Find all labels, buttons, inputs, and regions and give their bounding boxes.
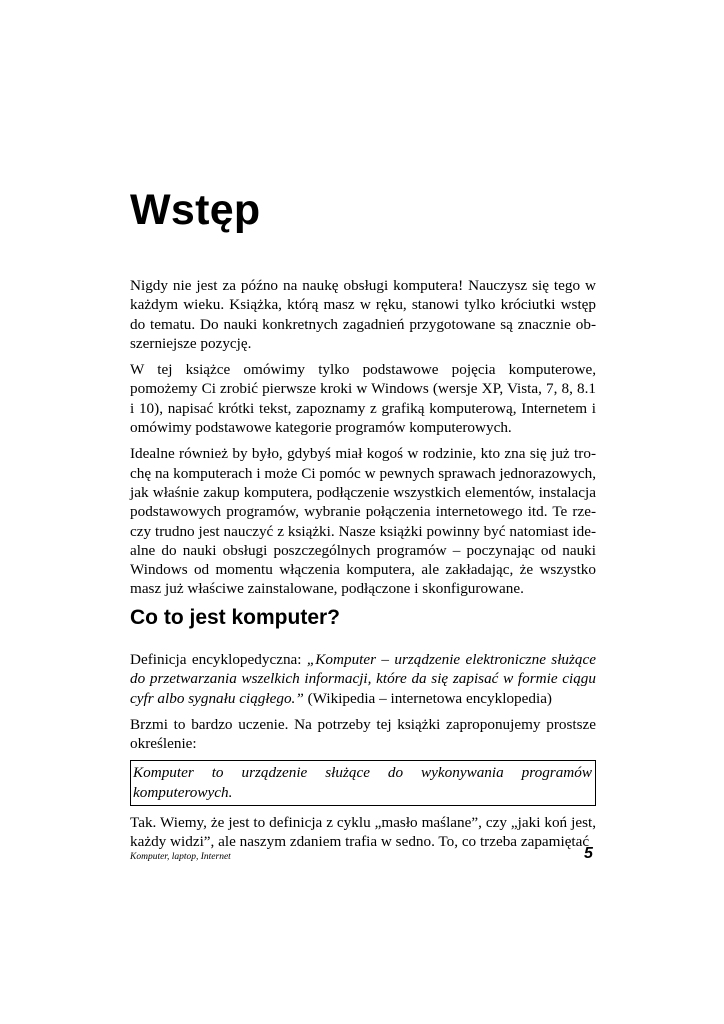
- intro-paragraph-1: Nigdy nie jest za późno na naukę obsługi komputera! Nauczysz się tego w każdym wieku. Książka, którą masz w ręku, stanowi tylko króciutki wstęp do tematu. Do nauki konkretnych zagadnień przygotowane są znacznie obszerniejsze pozycję.: [130, 277, 596, 352]
- footer-book-title: Komputer, laptop, Internet: [130, 852, 231, 862]
- page-number: 5: [584, 845, 593, 862]
- definition-quote: „Komputer – urządzenie elektroniczne służące do przetwarzania wszelkich informacji, które da się zapisać w formie ciągu cyfr albo sygnału ciągłego.”: [130, 651, 596, 707]
- section-title: Co to jest komputer?: [130, 606, 341, 629]
- definition-lead: Definicja encyklopedyczna:: [130, 651, 307, 668]
- section-paragraph-3: Tak. Wiemy, że jest to definicja z cyklu „masło maślane”, czy „jaki koń jest, każdy widzi”, ale naszym zdaniem trafia w sedno. To, co trzeba zapamiętać: [130, 814, 596, 851]
- boxed-definition: Komputer to urządzenie służące do wykonywania programów komputerowych.: [130, 760, 596, 806]
- definition-paragraph: [130, 650, 596, 708]
- intro-text: [130, 276, 596, 606]
- section-paragraph-2: Brzmi to bardzo uczenie. Na potrzeby tej książki zaproponujemy prostsze określenie:: [130, 715, 596, 753]
- chapter-title: Wstęp: [130, 186, 261, 234]
- intro-paragraph-2: W tej książce omówimy tylko podstawowe pojęcia komputerowe, pomożemy Ci zrobić pierwsze kroki w Windows (wersje XP, Vista, 7, 8, 8.1 i 10), napisać krótki tekst, zapoznamy z grafiką komputerową, Internetem i omówimy podstawowe kategorie programów komputerowych.: [130, 361, 596, 437]
- intro-paragraph-3: Idealne również by było, gdybyś miał kogoś w rodzinie, kto zna się już trochę na komputerach i może Ci pomóc w pewnych sprawach jednorazowych, jak właśnie zakup komputera, podłączenie wszystkich elementów, instalacja podstawowych programów, wybranie połączenia internetowego itd. Te rzeczy trudno jest nauczyć z książki. Nasze książki powinny być natomiast idealne do nauki obsługi poszczególnych programów – poczynając od nauki Windows od momentu włączenia komputera, ale zakładając, że wszystko masz już właściwe zainstalowane, podłączone i skonfigurowane.: [130, 445, 596, 598]
- definition-source: (Wikipedia – internetowa encyklopedia): [303, 689, 552, 707]
- section-text: [130, 650, 596, 859]
